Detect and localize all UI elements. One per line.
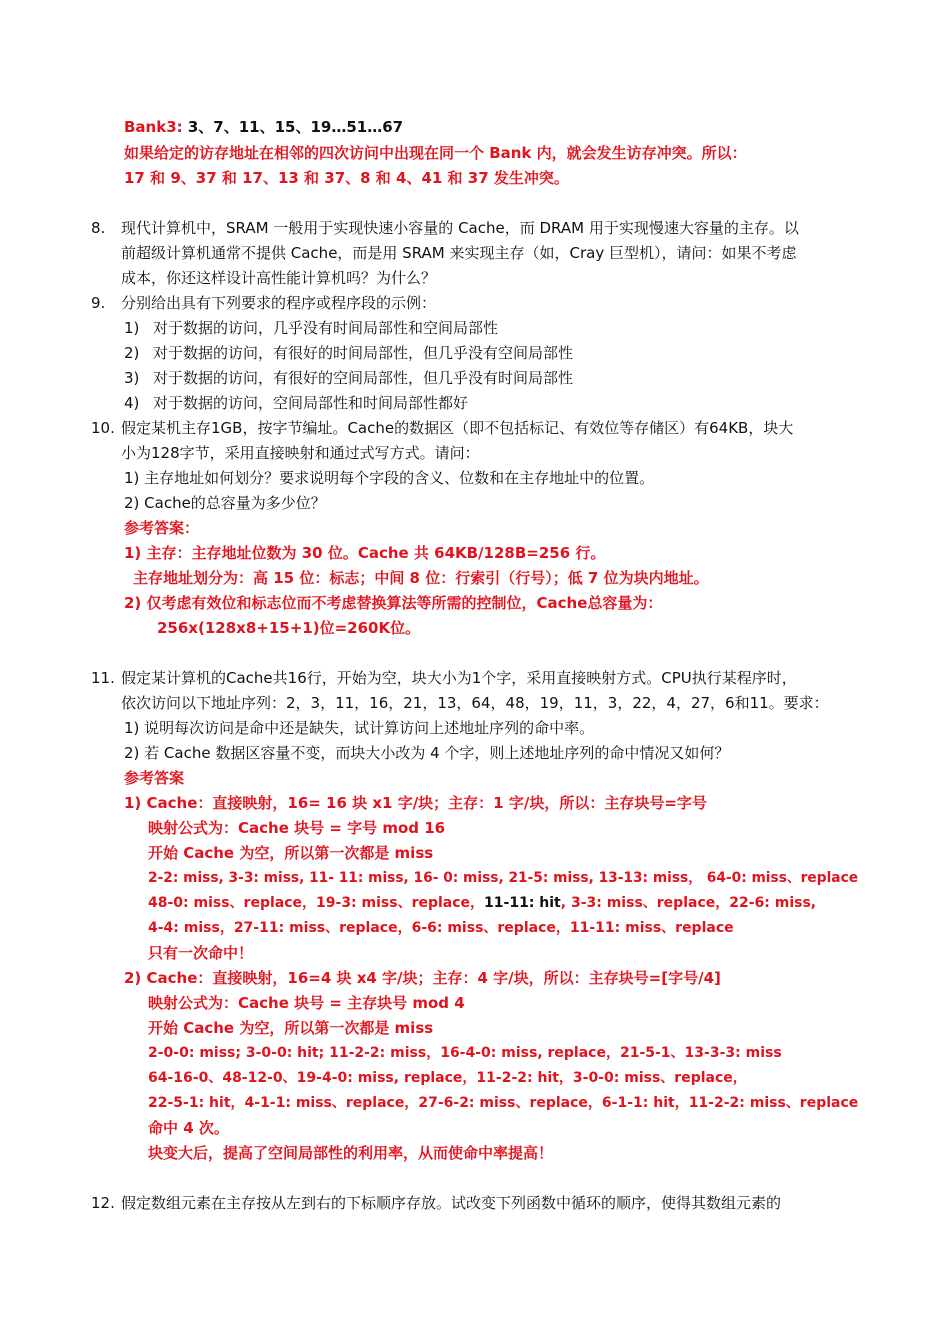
q9-item-3: 对于数据的访问，有很好的空间局部性，但几乎没有时间局部性	[153, 369, 574, 387]
q11-part1-seq-3: 4-4: miss，27-11: miss、replace，6-6: miss、replace，11-11: miss、replace	[148, 920, 734, 936]
q10-answer-title: 参考答案：	[124, 519, 200, 537]
q9-item-4-num: 4)	[124, 394, 140, 412]
q10-sub-1: 1) 主存地址如何划分？要求说明每个字段的含义、位数和在主存地址中的位置。	[124, 469, 655, 487]
q10-answer-2: 2) 仅考虑有效位和标志位而不考虑替换算法等所需的控制位，Cache总容量为：	[124, 594, 663, 612]
q11-line-2: 依次访问以下地址序列：2，3，11，16，21，13，64，48，19，11，3，22，4，27，6和11。要求：	[121, 694, 829, 712]
q10-answer-2b: 256x(128x8+15+1)位=260K位。	[157, 619, 421, 637]
q11-part1-seq-2a: 48-0: miss、replace，19-3: miss、replace，	[148, 895, 485, 911]
q11-part2-start: 开始 Cache 为空，所以第一次都是 miss	[148, 1019, 434, 1037]
q8-line-3: 成本，你还这样设计高性能计算机吗？为什么？	[121, 269, 437, 287]
q11-sub-2: 2) 若 Cache 数据区容量不变，而块大小改为 4 个字，则上述地址序列的命中情况又如何？	[124, 744, 730, 762]
q11-part2-hits: 命中 4 次。	[148, 1119, 229, 1137]
q12-line-1: 假定数组元素在主存按从左到右的下标顺序存放。试改变下列函数中循环的顺序，使得其数组元素的	[121, 1194, 782, 1212]
q11-part2-note: 块变大后，提高了空间局部性的利用率，从而使命中率提高！	[148, 1144, 554, 1162]
q8-line-1: 现代计算机中，SRAM 一般用于实现快速小容量的 Cache，而 DRAM 用于实现慢速大容量的主存。以	[121, 219, 799, 237]
q11-part2-seq-2: 64-16-0、48-12-0、19-4-0: miss, replace，11-2-2: hit，3-0-0: miss、replace，	[148, 1070, 747, 1086]
q10-line-1: 假定某机主存1GB，按字节编址。Cache的数据区（即不包括标记、有效位等存储区）有64KB，块大	[121, 419, 794, 437]
bank3-values: 3、7、11、15、19…51…67	[187, 118, 404, 136]
q10-answer-1b: 主存地址划分为：高 15 位：标志；中间 8 位：行索引（行号）；低 7 位为块内地址。	[133, 569, 709, 587]
q11-part1-note: 只有一次命中！	[148, 944, 254, 962]
q9-item-1: 对于数据的访问，几乎没有时间局部性和空间局部性	[153, 319, 499, 337]
q11-part1-head: 1) Cache：直接映射，16= 16 块 x1 字/块；主存：1 字/块，所以：主存块号=字号	[124, 794, 707, 812]
q11-number: 11.	[91, 669, 115, 687]
q9-item-1-num: 1)	[124, 319, 140, 337]
q11-part1-map: 映射公式为：Cache 块号 = 字号 mod 16	[148, 819, 446, 837]
q10-answer-1: 1) 主存：主存地址位数为 30 位。Cache 共 64KB/128B=256 行。	[124, 544, 606, 562]
q10-line-2: 小为128字节，采用直接映射和通过式写方式。请问：	[121, 444, 480, 462]
q9-intro: 分别给出具有下列要求的程序或程序段的示例：	[121, 294, 437, 312]
q11-part1-hit: 11-11: hit	[484, 895, 561, 911]
q9-item-4: 对于数据的访问，空间局部性和时间局部性都好	[153, 394, 469, 412]
bank3-line	[124, 117, 403, 137]
q11-part1-start: 开始 Cache 为空，所以第一次都是 miss	[148, 844, 434, 862]
bank3-label: Bank3:	[124, 118, 188, 136]
q11-part2-map: 映射公式为：Cache 块号 = 主存块号 mod 4	[148, 994, 465, 1012]
conflict-list: 17 和 9、37 和 17、13 和 37、8 和 4、41 和 37 发生冲突。	[124, 169, 569, 187]
q11-line-1: 假定某计算机的Cache共16行，开始为空，块大小为1个字，采用直接映射方式。CPU执行某程序时，	[121, 669, 797, 687]
q10-number: 10.	[91, 419, 115, 437]
q11-part1-seq-2	[148, 893, 816, 913]
q8-number: 8.	[91, 219, 106, 237]
q11-part2-seq-3: 22-5-1: hit，4-1-1: miss、replace，27-6-2: miss、replace，6-1-1: hit，11-2-2: miss、replace	[148, 1095, 859, 1111]
q9-item-3-num: 3)	[124, 369, 140, 387]
q9-item-2-num: 2)	[124, 344, 140, 362]
q9-number: 9.	[91, 294, 106, 312]
q11-sub-1: 1) 说明每次访问是命中还是缺失，试计算访问上述地址序列的命中率。	[124, 719, 595, 737]
q12-number: 12.	[91, 1194, 115, 1212]
q8-line-2: 前超级计算机通常不提供 Cache，而是用 SRAM 来实现主存（如，Cray 巨型机），请问：如果不考虑	[121, 244, 797, 262]
q11-part2-head: 2) Cache：直接映射，16=4 块 x4 字/块；主存：4 字/块，所以：主存块号=[字号/4]	[124, 969, 721, 987]
conflict-rule: 如果给定的访存地址在相邻的四次访问中出现在同一个 Bank 内，就会发生访存冲突。所以：	[124, 144, 747, 162]
q11-part1-seq-1: 2-2: miss, 3-3: miss, 11- 11: miss, 16- 0: miss, 21-5: miss, 13-13: miss， 64-0: miss、replace	[148, 870, 859, 886]
q9-item-2: 对于数据的访问，有很好的时间局部性，但几乎没有空间局部性	[153, 344, 574, 362]
q10-sub-2: 2) Cache的总容量为多少位？	[124, 494, 326, 512]
q11-part1-seq-2b: , 3-3: miss、replace，22-6: miss,	[560, 895, 817, 911]
q11-answer-title: 参考答案	[124, 769, 185, 787]
q11-part2-seq-1: 2-0-0: miss; 3-0-0: hit; 11-2-2: miss，16-4-0: miss, replace，21-5-1、13-3-3: miss	[148, 1045, 782, 1061]
